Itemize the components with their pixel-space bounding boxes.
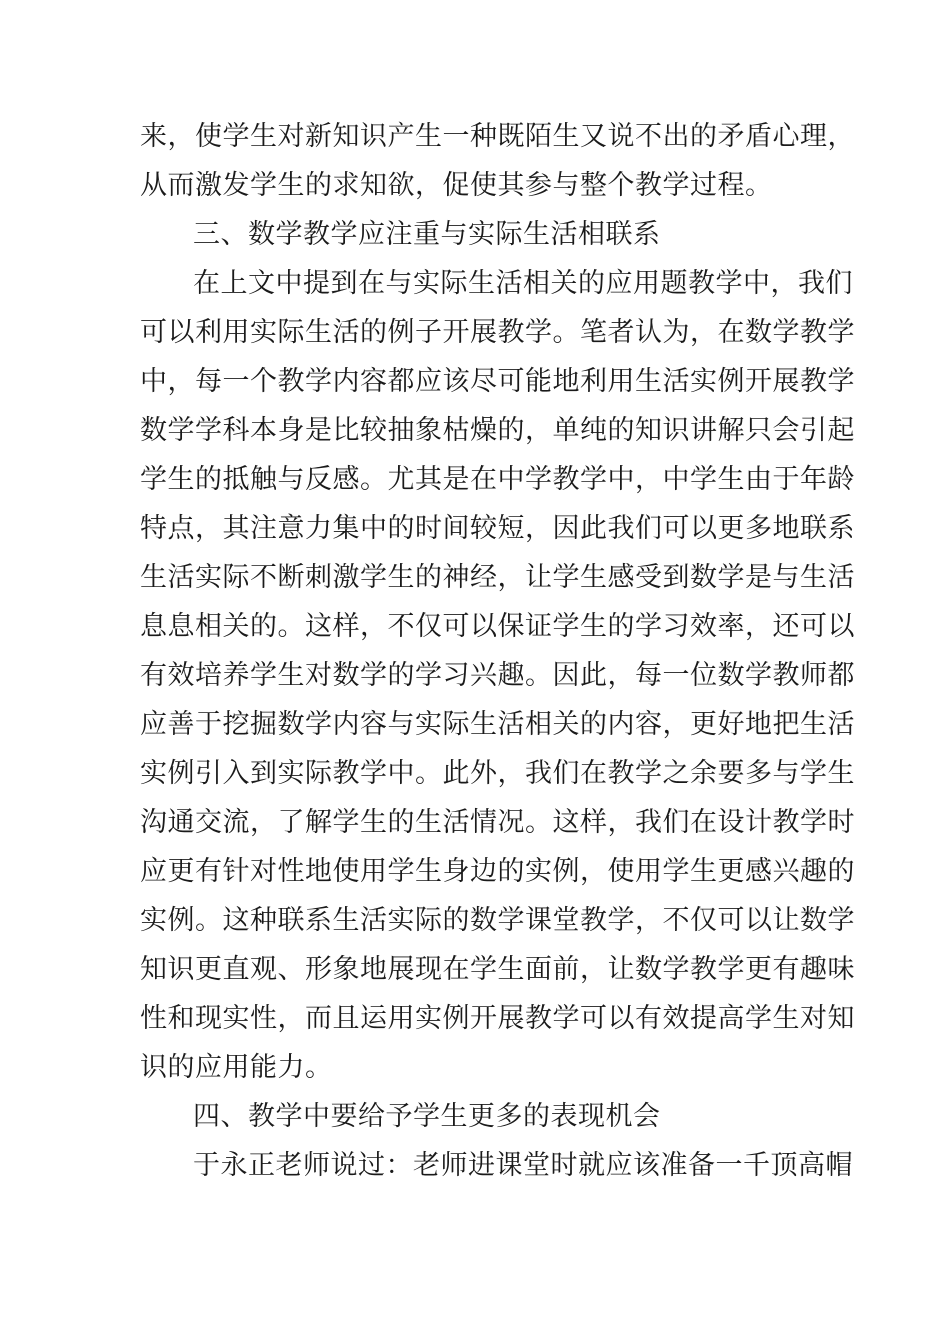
text-line: 学生的抵触与反感。尤其是在中学教学中，中学生由于年龄 <box>140 464 855 495</box>
text-line: 应更有针对性地使用学生身边的实例，使用学生更感兴趣的 <box>140 856 855 887</box>
text-line: 识的应用能力。 <box>140 1052 333 1083</box>
text-line: 中，每一个教学内容都应该尽可能地利用生活实例开展教学 <box>140 366 855 397</box>
text-line: 可以利用实际生活的例子开展教学。笔者认为，在数学教学 <box>140 317 855 348</box>
text-line: 于永正老师说过：老师进课堂时就应该准备一千顶高帽 <box>193 1150 853 1181</box>
text-line: 有效培养学生对数学的学习兴趣。因此，每一位数学教师都 <box>140 660 855 691</box>
text-line: 实例引入到实际教学中。此外，我们在教学之余要多与学生 <box>140 758 855 789</box>
text-line: 生活实际不断刺激学生的神经，让学生感受到数学是与生活 <box>140 562 855 593</box>
section-heading: 三、数学教学应注重与实际生活相联系 <box>193 219 661 250</box>
text-line: 性和现实性，而且运用实例开展教学可以有效提高学生对知 <box>140 1003 855 1034</box>
text-line: 息息相关的。这样，不仅可以保证学生的学习效率，还可以 <box>140 611 855 642</box>
section-heading: 四、教学中要给予学生更多的表现机会 <box>193 1101 661 1132</box>
text-line: 数学学科本身是比较抽象枯燥的，单纯的知识讲解只会引起 <box>140 415 855 446</box>
text-line: 在上文中提到在与实际生活相关的应用题教学中，我们 <box>193 268 853 299</box>
text-line: 沟通交流，了解学生的生活情况。这样，我们在设计教学时 <box>140 807 855 838</box>
text-line: 从而激发学生的求知欲，促使其参与整个教学过程。 <box>140 170 773 201</box>
text-line: 特点，其注意力集中的时间较短，因此我们可以更多地联系 <box>140 513 855 544</box>
text-line: 知识更直观、形象地展现在学生面前，让数学教学更有趣味 <box>140 954 855 985</box>
text-line: 来，使学生对新知识产生一种既陌生又说不出的矛盾心理， <box>140 121 855 152</box>
text-line: 应善于挖掘数学内容与实际生活相关的内容，更好地把生活 <box>140 709 855 740</box>
text-line: 实例。这种联系生活实际的数学课堂教学，不仅可以让数学 <box>140 905 855 936</box>
